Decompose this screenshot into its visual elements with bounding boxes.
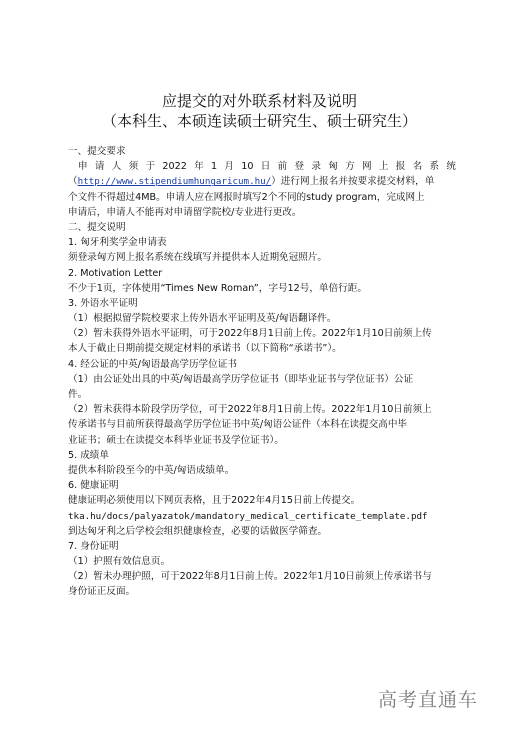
item-3-title: 3. 外语水平证明 (68, 297, 138, 309)
item-7-text-3: 身份证正反面。 (68, 586, 136, 598)
document-body (68, 144, 456, 600)
item-6-text-1: 健康证明必须使用以下网页表格，且于2022年4月15日前上传提交。 (68, 495, 361, 507)
document-subtitle: （本科生、本硕连读硕士研究生、硕士研究生） (101, 112, 417, 130)
item-4-text-1: （1）由公证处出具的中英/匈语最高学历学位证书（即毕业证书与学位证书）公证 (68, 373, 414, 385)
requirements-line-1: 申请人须于2022年1月10日前登录匈方网上报名系统 (78, 161, 456, 173)
item-4-text-5: 业证书；硕士在读提交本科毕业证书及学位证书）。 (68, 434, 284, 446)
section-heading-requirements: 一、提交要求 (68, 146, 126, 157)
item-5-text: 提供本科阶段至今的中英/匈语成绩单。 (68, 464, 235, 476)
requirements-line-3: 个文件不得超过4MB。申请人应在网报时填写2个不同的study program，完成网上 (68, 191, 425, 203)
item-7-title: 7. 身份证明 (68, 540, 119, 552)
requirements-line-2-rest: ）进行网上报名并按要求提交材料，单 (271, 176, 435, 188)
item-4-text-2: 件。 (68, 389, 88, 400)
item-3-text-1: （1）根据拟留学院校要求上传外语水平证明及英/匈语翻译件。 (68, 313, 337, 325)
document-title: 应提交的对外联系材料及说明 (161, 92, 357, 110)
requirements-line-2 (68, 174, 456, 189)
paren-open: （ (68, 176, 78, 188)
item-3-text-2: （2）暂未获得外语水平证明，可于2022年8月1日前上传。2022年1月10日前须上传 (68, 328, 432, 340)
item-1-text: 须登录匈方网上报名系统在线填写并提供本人近期免冠照片。 (68, 252, 328, 264)
item-7-text-1: （1）护照有效信息页。 (68, 556, 171, 568)
medical-certificate-url: tka.hu/docs/palyazatok/mandatory_medical_certificate_template.pdf (68, 510, 428, 522)
item-5-title: 5. 成绩单 (68, 449, 109, 461)
item-1-title: 1. 匈牙利奖学金申请表 (68, 237, 167, 249)
item-6-title: 6. 健康证明 (68, 480, 119, 492)
item-2-text: 不少于1页，字体使用“Times New Roman”，字号12号，单倍行距。 (68, 282, 367, 294)
requirements-line-4: 申请后，申请人不能再对申请留学院校/专业进行更改。 (68, 206, 302, 218)
item-2-title: 2. Motivation Letter (68, 267, 163, 279)
item-6-text-3: 到达匈牙利之后学校会组织健康检查，必要的话做医学筛查。 (68, 525, 328, 537)
item-7-text-2: （2）暂未办理护照，可于2022年8月1日前上传。2022年1月10日前须上传承诺书与 (68, 571, 432, 583)
registration-link[interactable]: http://www.stipendiumhungaricum.hu/ (77, 176, 272, 188)
item-4-text-4: 传承诺书与目前所获得最高学历学位证书中英/匈语公证件（本科在读提交高中毕 (68, 419, 408, 431)
section-heading-instructions: 二、提交说明 (68, 221, 126, 233)
item-4-title: 4. 经公证的中英/匈语最高学历学位证书 (68, 358, 237, 370)
watermark: 高考直通车 (378, 689, 479, 711)
item-4-text-3: （2）暂未获得本阶段学历学位，可于2022年8月1日前上传。2022年1月10日前须上 (68, 404, 432, 416)
item-3-text-3: 本人于截止日期前提交规定材料的承诺书（以下简称“承诺书”）。 (68, 343, 342, 355)
